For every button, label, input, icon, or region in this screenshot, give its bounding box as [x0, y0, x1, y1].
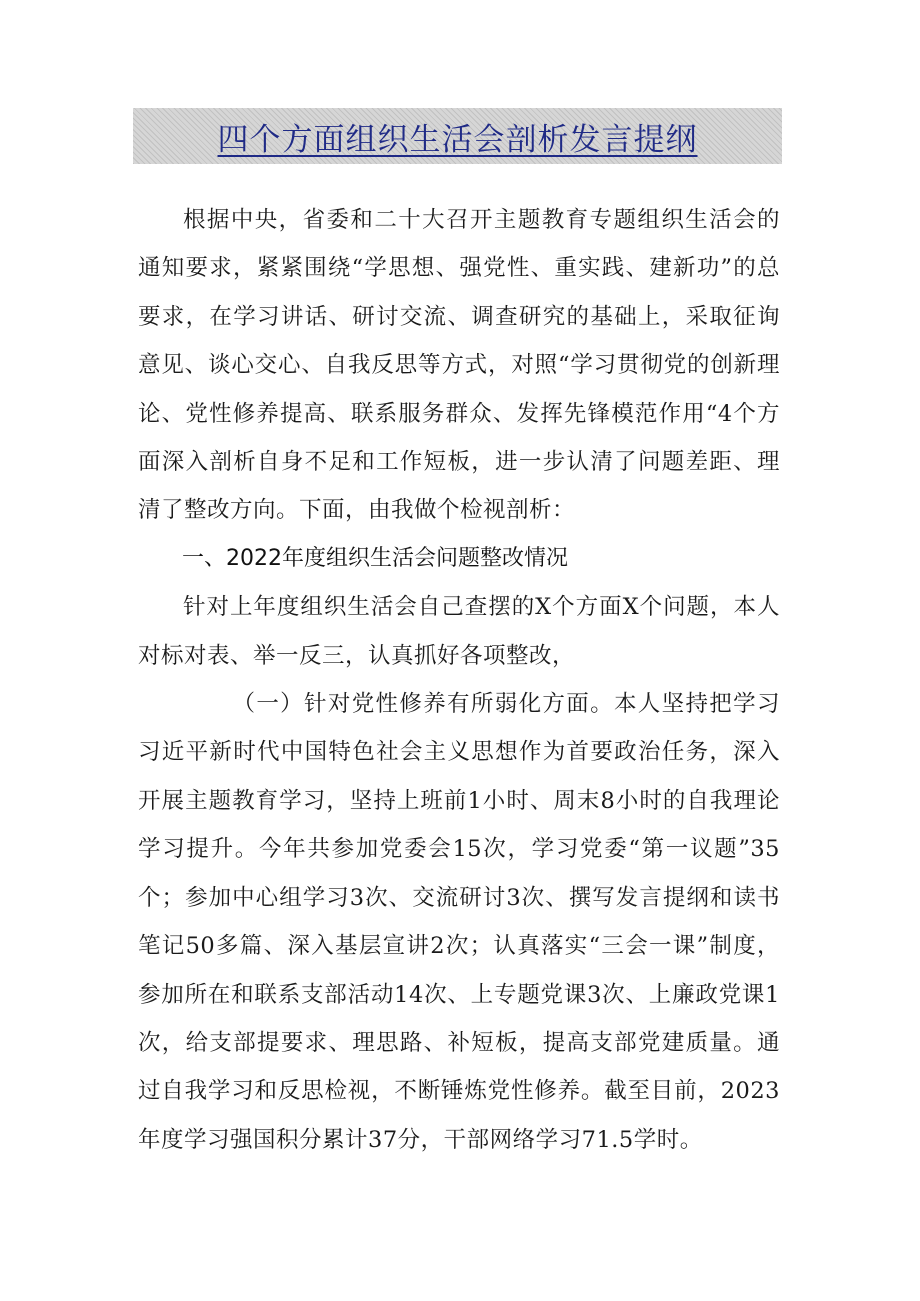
section-heading: 一、2022年度组织生活会问题整改情况 [182, 545, 568, 571]
document-body [138, 196, 780, 1164]
intro-paragraph: 根据中央，省委和二十大召开主题教育专题组织生活会的通知要求，紧紧围绕“学思想、强党性、重实践、建新功”的总要求，在学习讲话、研讨交流、调查研究的基础上，采取征询意见、谈心交心、自我反思等方式，对照“学习贯彻党的创新理论、党性修养提高、联系服务群众、发挥先锋模范作用“4个方面深入剖析自身不足和工作短板，进一步认清了问题差距、理清了整改方向。下面，由我做个检视剖析： [138, 207, 780, 524]
document-title: 四个方面组织生活会剖析发言提纲 [217, 121, 698, 158]
subsection-paragraph: （一）针对党性修养有所弱化方面。本人坚持把学习习近平新时代中国特色社会主义思想作为首要政治任务，深入开展主题教育学习，坚持上班前1小时、周末8小时的自我理论学习提升。今年共参加党委会15次，学习党委“第一议题”35个；参加中心组学习3次、交流研讨3次、撰写发言提纲和读书笔记50多篇、深入基层宣讲2次；认真落实“三会一课”制度，参加所在和联系支部活动14次、上专题党课3次、上廉政党课1次，给支部提要求、理思路、补短板，提高支部党建质量。通过自我学习和反思检视，不断锤炼党性修养。截至目前，2023年度学习强国积分累计37分，干部网络学习71.5学时。 [138, 691, 780, 1153]
title-banner [133, 108, 782, 164]
section-intro-paragraph: 针对上年度组织生活会自己查摆的X个方面X个问题，本人对标对表、举一反三，认真抓好各项整改， [138, 594, 780, 669]
